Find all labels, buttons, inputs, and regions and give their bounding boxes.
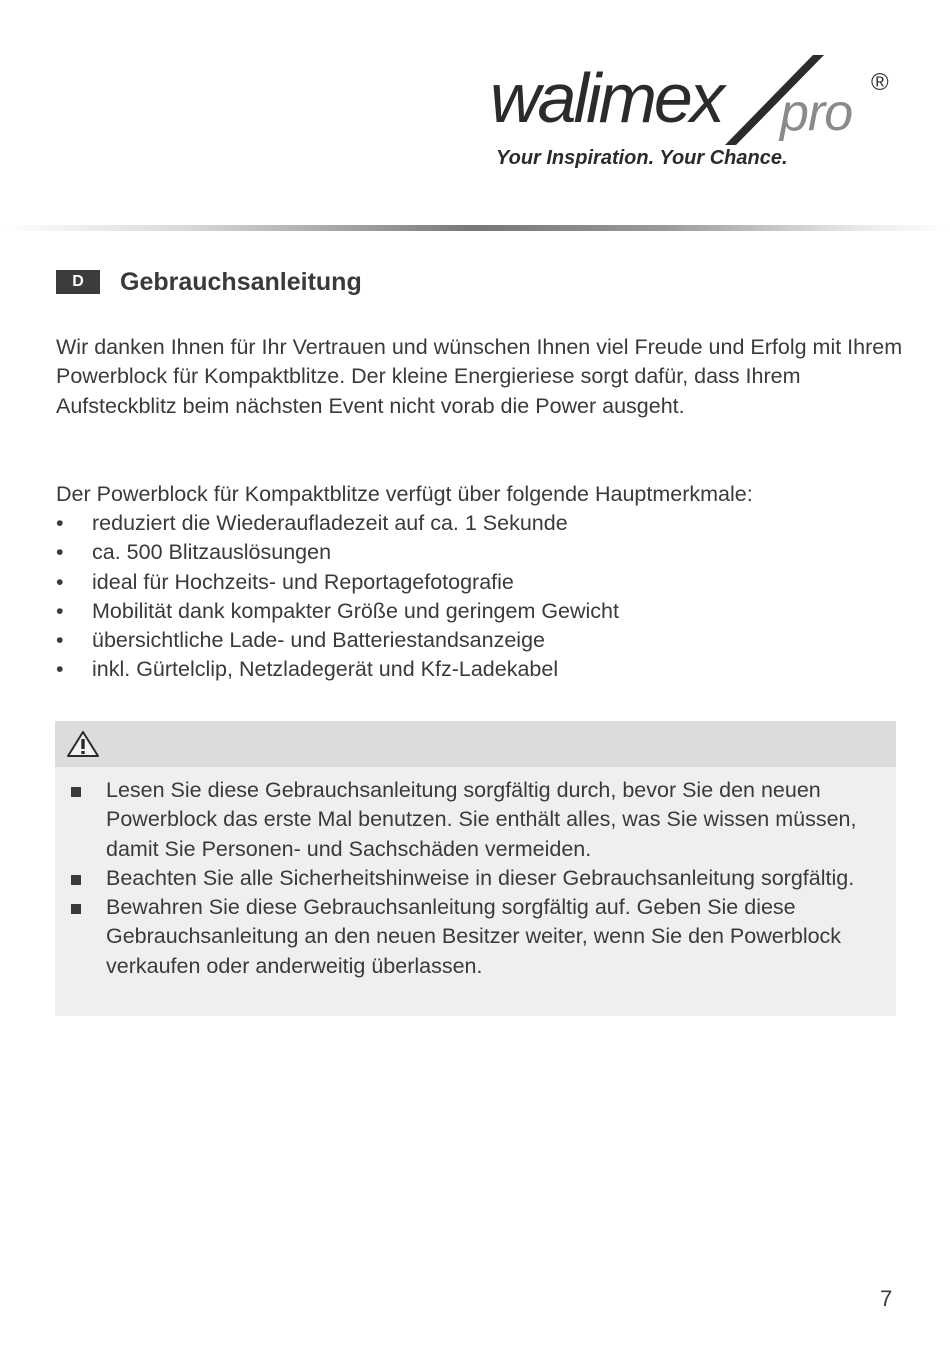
bullet: • xyxy=(56,628,64,653)
warning-box xyxy=(55,767,896,1016)
list-item xyxy=(69,776,884,864)
feature-text: inkl. Gürtelclip, Netzladegerät und Kfz-Ladekabel xyxy=(92,657,559,682)
square-bullet-icon xyxy=(71,787,81,797)
square-bullet-icon xyxy=(71,875,81,885)
list-item xyxy=(56,568,916,597)
warning-triangle-icon xyxy=(67,731,99,757)
feature-text: ideal für Hochzeits- und Reportagefotografie xyxy=(92,569,514,594)
warning-text: Lesen Sie diese Gebrauchsanleitung sorgfältig durch, bevor Sie den neuen Powerblock das erste Mal benutzen. Sie enthält alles, was Sie wissen müssen, damit Sie Personen- und Sachschäden vermeiden. xyxy=(106,778,857,861)
feature-text: übersichtliche Lade- und Batteriestandsanzeige xyxy=(92,628,545,653)
warning-text: Beachten Sie alle Sicherheitshinweise in dieser Gebrauchsanleitung sorgfältig. xyxy=(106,865,855,890)
list-item xyxy=(69,864,884,893)
logo-pro: pro xyxy=(780,84,853,142)
list-item xyxy=(69,893,884,981)
header-divider xyxy=(0,225,950,231)
warning-header xyxy=(55,721,896,767)
warning-list xyxy=(69,776,884,981)
feature-list xyxy=(56,509,916,685)
page-title: Gebrauchsanleitung xyxy=(120,268,362,296)
intro-paragraph: Wir danken Ihnen für Ihr Vertrauen und wünschen Ihnen viel Freude und Erfolg mit Ihrem Powerblock für Kompaktblitze. Der kleine Energieriese sorgt dafür, dass Ihrem Aufsteckblitz beim nächsten Event nicht vorab die Power ausgeht. xyxy=(56,335,903,418)
bullet: • xyxy=(56,511,64,535)
list-item xyxy=(56,538,916,567)
bullet: • xyxy=(56,598,64,623)
logo-wordmark: walimex xyxy=(490,59,722,137)
tagline: Your Inspiration. Your Chance. xyxy=(496,147,788,169)
list-item xyxy=(56,509,916,538)
feature-text: ca. 500 Blitzauslösungen xyxy=(92,540,332,565)
language-badge: D xyxy=(56,270,100,294)
bullet: • xyxy=(56,657,64,682)
page-number: 7 xyxy=(880,1286,893,1311)
square-bullet-icon xyxy=(71,904,81,914)
registered-mark: ® xyxy=(871,69,889,96)
list-item xyxy=(56,655,916,684)
list-item xyxy=(56,626,916,655)
feature-text: Mobilität dank kompakter Größe und geringem Gewicht xyxy=(92,598,619,623)
features-lead: Der Powerblock für Kompaktblitze verfügt über folgende Hauptmerkmale: xyxy=(56,482,753,506)
bullet: • xyxy=(56,569,64,594)
bullet: • xyxy=(56,540,64,565)
warning-text: Bewahren Sie diese Gebrauchsanleitung sorgfältig auf. Geben Sie diese Gebrauchsanleitung an den neuen Besitzer weiter, wenn Sie den Powerblock verkaufen oder anderweitig überlassen. xyxy=(106,895,842,978)
feature-text: reduziert die Wiederaufladezeit auf ca. 1 Sekunde xyxy=(92,511,568,535)
list-item xyxy=(56,597,916,626)
